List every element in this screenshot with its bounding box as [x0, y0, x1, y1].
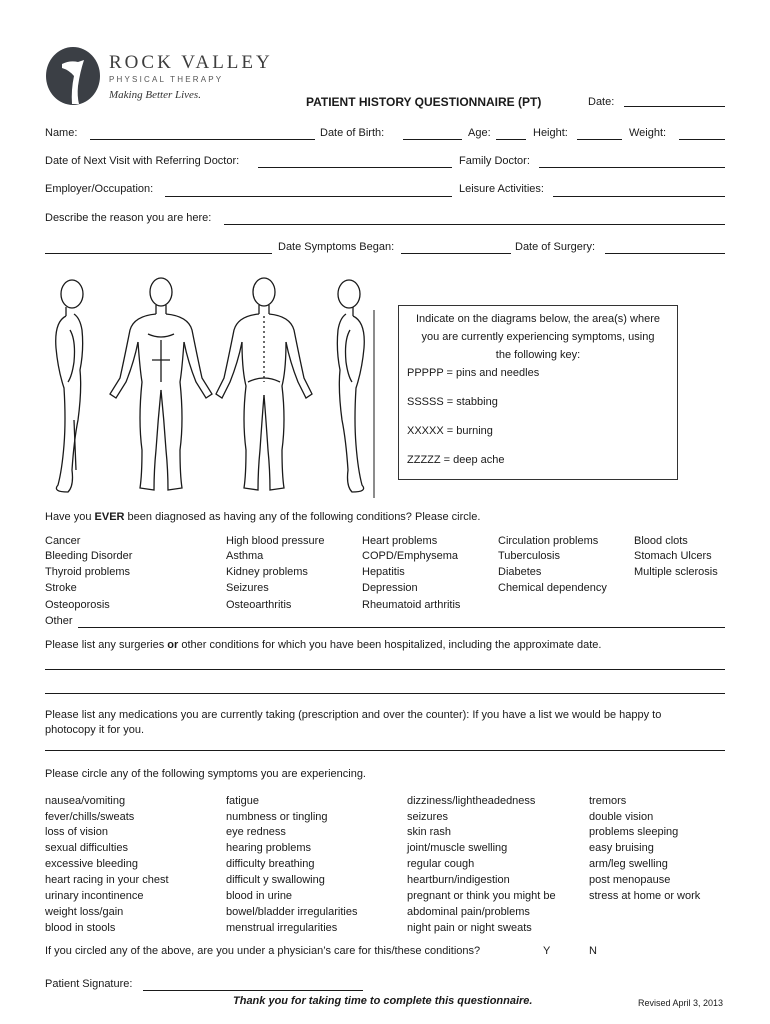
- condition-item[interactable]: Bleeding Disorder: [45, 550, 133, 562]
- condition-item[interactable]: Rheumatoid arthritis: [362, 599, 461, 611]
- symptom-item[interactable]: double vision: [589, 811, 654, 823]
- logo-tagline: Making Better Lives.: [109, 89, 201, 101]
- surgeries-prompt-a: Please list any surgeries: [45, 639, 168, 651]
- symptom-item[interactable]: bowel/bladder irregularities: [226, 906, 358, 918]
- key-instruction-line1: Indicate on the diagrams below, the area(s) where: [416, 313, 660, 325]
- symptom-key-box: [398, 305, 678, 480]
- surgery-date-label: Date of Surgery:: [515, 241, 596, 253]
- condition-item[interactable]: Stroke: [45, 582, 77, 594]
- surgery-date-field[interactable]: [605, 253, 725, 254]
- key-instruction-line3: the following key:: [495, 349, 581, 361]
- symptoms-began-label: Date Symptoms Began:: [278, 241, 395, 253]
- condition-item[interactable]: Diabetes: [498, 566, 542, 578]
- dob-label: Date of Birth:: [320, 127, 385, 139]
- symptom-item[interactable]: arm/leg swelling: [589, 858, 668, 870]
- physician-care-question: If you circled any of the above, are you under a physician’s care for this/these conditions?: [45, 945, 481, 957]
- body-back-figure: [216, 278, 312, 490]
- symptom-item[interactable]: dizziness/lightheadedness: [407, 795, 536, 807]
- symptom-item[interactable]: eye redness: [226, 826, 286, 838]
- condition-item[interactable]: Osteoporosis: [45, 599, 110, 611]
- conditions-prompt-a: Have you: [45, 511, 95, 523]
- conditions-prompt: [45, 511, 480, 523]
- symptom-item[interactable]: blood in urine: [226, 890, 293, 902]
- symptom-item[interactable]: tremors: [589, 795, 627, 807]
- condition-item[interactable]: Hepatitis: [362, 566, 405, 578]
- surgeries-field-2[interactable]: [45, 693, 725, 694]
- weight-field[interactable]: [679, 139, 725, 140]
- condition-item[interactable]: Chemical dependency: [498, 582, 607, 594]
- leisure-label: Leisure Activities:: [459, 183, 544, 195]
- symptom-item[interactable]: loss of vision: [45, 826, 108, 838]
- symptom-item[interactable]: sexual difficulties: [45, 842, 128, 854]
- dob-field[interactable]: [403, 139, 462, 140]
- symptom-item[interactable]: regular cough: [407, 858, 475, 870]
- condition-item[interactable]: Tuberculosis: [498, 550, 560, 562]
- medications-field[interactable]: [45, 750, 725, 751]
- condition-item[interactable]: Stomach Ulcers: [634, 550, 712, 562]
- condition-item[interactable]: Seizures: [226, 582, 269, 594]
- footer-thanks: Thank you for taking time to complete this questionnaire.: [233, 995, 533, 1007]
- revised-date: Revised April 3, 2013: [638, 998, 724, 1008]
- name-field[interactable]: [90, 139, 315, 140]
- height-label: Height:: [533, 127, 568, 139]
- key-stabbing: SSSSS = stabbing: [407, 396, 498, 408]
- date-field[interactable]: [624, 106, 725, 107]
- symptom-item[interactable]: difficult y swallowing: [226, 874, 325, 886]
- age-label: Age:: [468, 127, 491, 139]
- key-instruction-line2: you are currently experiencing symptoms, using: [421, 331, 655, 343]
- medications-prompt-line2: photocopy it for you.: [45, 724, 145, 736]
- age-field[interactable]: [496, 139, 526, 140]
- weight-label: Weight:: [629, 127, 667, 139]
- symptom-item[interactable]: fatigue: [226, 795, 260, 807]
- body-front-figure: [110, 278, 212, 490]
- next-visit-field[interactable]: [258, 167, 452, 168]
- body-side-left-figure: [56, 280, 83, 492]
- symptom-item[interactable]: heartburn/indigestion: [407, 874, 510, 886]
- page-title: PATIENT HISTORY QUESTIONNAIRE (PT): [306, 95, 542, 109]
- family-doctor-label: Family Doctor:: [459, 155, 530, 167]
- surgeries-field-1[interactable]: [45, 669, 725, 670]
- condition-item[interactable]: COPD/Emphysema: [362, 550, 458, 562]
- condition-item[interactable]: Heart problems: [362, 535, 438, 547]
- height-field[interactable]: [577, 139, 622, 140]
- symptom-item[interactable]: easy bruising: [589, 842, 654, 854]
- key-pins-needles: PPPPP = pins and needles: [407, 367, 540, 379]
- symptoms-prompt: Please circle any of the following symptoms you are experiencing.: [45, 768, 366, 780]
- symptom-item[interactable]: post menopause: [589, 874, 671, 886]
- condition-item[interactable]: Blood clots: [634, 535, 688, 547]
- logo-name: ROCK VALLEY: [109, 52, 273, 73]
- symptom-item[interactable]: stress at home or work: [589, 890, 701, 902]
- symptom-item[interactable]: skin rash: [407, 826, 452, 838]
- symptom-item[interactable]: urinary incontinence: [45, 890, 144, 902]
- medications-prompt-line1: Please list any medications you are currently taking (prescription and over the counter): If you have a list we would be happy to: [45, 709, 662, 721]
- symptom-item[interactable]: pregnant or think you might be: [407, 890, 556, 902]
- symptom-item[interactable]: nausea/vomiting: [45, 795, 126, 807]
- symptom-item[interactable]: blood in stools: [45, 922, 116, 934]
- key-deep-ache: ZZZZZ = deep ache: [407, 454, 505, 466]
- symptom-item[interactable]: fever/chills/sweats: [45, 811, 135, 823]
- symptom-item[interactable]: numbness or tingling: [226, 811, 328, 823]
- surgeries-prompt-or: or: [167, 639, 179, 651]
- condition-item[interactable]: High blood pressure: [226, 535, 325, 547]
- condition-item[interactable]: Thyroid problems: [45, 566, 130, 578]
- conditions-prompt-b: been diagnosed as having any of the following conditions? Please circle.: [124, 511, 481, 523]
- condition-item[interactable]: Osteoarthritis: [226, 599, 292, 611]
- conditions-prompt-ever: EVER: [94, 511, 125, 523]
- signature-field[interactable]: [143, 990, 363, 991]
- key-burning: XXXXX = burning: [407, 425, 493, 437]
- condition-item[interactable]: Multiple sclerosis: [634, 566, 718, 578]
- condition-other-label: Other: [45, 615, 73, 627]
- condition-item[interactable]: Depression: [362, 582, 418, 594]
- logo-mark-icon: [44, 46, 102, 106]
- symptoms-began-field[interactable]: [401, 253, 511, 254]
- name-label: Name:: [45, 127, 78, 139]
- logo-subtitle: PHYSICAL THERAPY: [109, 75, 224, 84]
- symptom-item[interactable]: excessive bleeding: [45, 858, 138, 870]
- physician-care-no[interactable]: N: [589, 945, 597, 957]
- next-visit-label: Date of Next Visit with Referring Doctor:: [45, 155, 240, 167]
- condition-item[interactable]: Kidney problems: [226, 566, 308, 578]
- symptom-item[interactable]: weight loss/gain: [45, 906, 124, 918]
- signature-label: Patient Signature:: [45, 978, 133, 990]
- family-doctor-field[interactable]: [539, 167, 725, 168]
- surgeries-prompt-b: other conditions for which you have been hospitalized, including the approximate date.: [178, 639, 602, 651]
- leisure-field[interactable]: [553, 196, 725, 197]
- reason-field-continued[interactable]: [45, 253, 272, 254]
- employer-label: Employer/Occupation:: [45, 183, 154, 195]
- symptom-item[interactable]: heart racing in your chest: [45, 874, 169, 886]
- symptom-item[interactable]: hearing problems: [226, 842, 311, 854]
- body-diagram[interactable]: [44, 270, 378, 502]
- surgeries-prompt: [45, 639, 601, 651]
- symptom-item[interactable]: menstrual irregularities: [226, 922, 338, 934]
- employer-field[interactable]: [165, 196, 452, 197]
- symptom-item[interactable]: abdominal pain/problems: [407, 906, 530, 918]
- symptom-item[interactable]: seizures: [407, 811, 448, 823]
- condition-item[interactable]: Circulation problems: [498, 535, 599, 547]
- symptom-item[interactable]: difficulty breathing: [226, 858, 315, 870]
- symptom-item[interactable]: problems sleeping: [589, 826, 679, 838]
- condition-other-field[interactable]: [78, 627, 725, 628]
- condition-item[interactable]: Cancer: [45, 535, 81, 547]
- date-label: Date:: [588, 96, 615, 108]
- body-side-right-figure: [337, 280, 364, 492]
- reason-field[interactable]: [224, 224, 725, 225]
- condition-item[interactable]: Asthma: [226, 550, 264, 562]
- symptom-item[interactable]: night pain or night sweats: [407, 922, 532, 934]
- physician-care-yes[interactable]: Y: [543, 945, 551, 957]
- symptom-item[interactable]: joint/muscle swelling: [407, 842, 508, 854]
- reason-label: Describe the reason you are here:: [45, 212, 212, 224]
